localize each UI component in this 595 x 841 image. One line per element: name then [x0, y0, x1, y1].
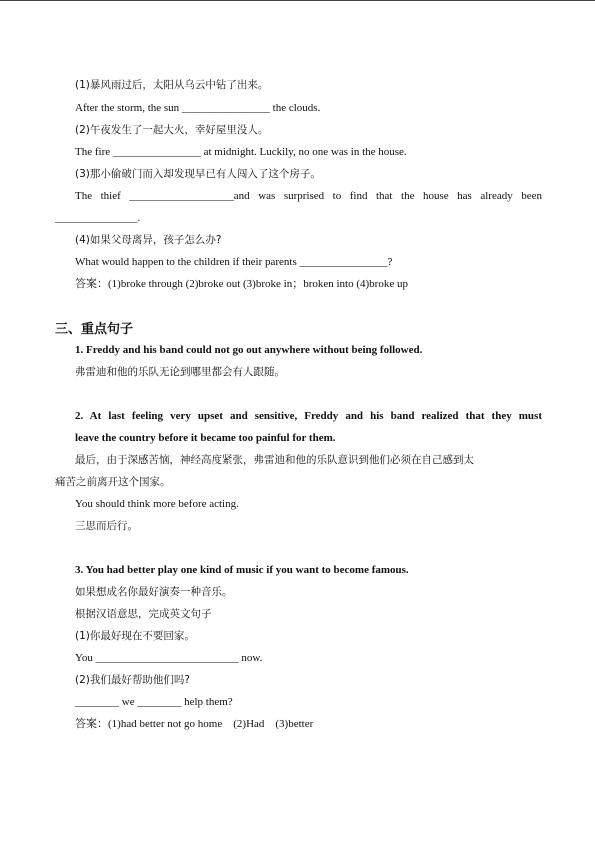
q1-english: After the storm, the sun ________________ the clouds. — [75, 102, 321, 114]
sentence-3-chinese: 如果想成名你最好演奏一种音乐。 — [75, 586, 233, 598]
sentence-2-english-line2: leave the country before it became too painful for them. — [75, 432, 336, 444]
exercise-q1-chinese: (1)你最好现在不要回家。 — [75, 630, 195, 642]
q2-english: The fire ________________ at midnight. Luckily, no one was in the house. — [75, 146, 407, 158]
answer-line: 答案：(1)broke through (2)broke out (3)broke in；broken into (4)broke up — [75, 278, 408, 290]
exercise-q2-english: ________ we ________ help them? — [75, 696, 233, 708]
q3-chinese: (3)那小偷破门而入却发现早已有人闯入了这个房子。 — [75, 168, 321, 180]
section-answer-line: 答案：(1)had better not go home (2)Had (3)better — [75, 718, 314, 730]
sentence-1-english: 1. Freddy and his band could not go out anywhere without being followed. — [75, 344, 423, 356]
exercise-q2-chinese: (2)我们最好帮助他们吗? — [75, 674, 190, 686]
q1-chinese: (1)暴风雨过后，太阳从乌云中钻了出来。 — [75, 79, 269, 91]
top-border-line — [0, 0, 595, 1]
example-english: You should think more before acting. — [75, 498, 239, 510]
sentence-3-english: 3. You had better play one kind of music if you want to become famous. — [75, 564, 409, 576]
sentence-2-chinese-line2: 痛苦之前离开这个国家。 — [55, 476, 171, 488]
q4-chinese: (4)如果父母离异，孩子怎么办? — [75, 234, 222, 246]
sentence-2-english-line1: 2. At last feeling very upset and sensitive, Freddy and his band realized that they must — [75, 410, 542, 422]
sentence-2-chinese-line1: 最后，由于深感苦恼，神经高度紧张，弗雷迪和他的乐队意识到他们必须在自己感到太 — [75, 454, 474, 466]
q3-english-line1: The thief ___________________and was surprised to find that the house has already been — [75, 190, 542, 202]
q4-english: What would happen to the children if their parents ________________? — [75, 256, 393, 268]
example-chinese: 三思而后行。 — [75, 520, 138, 532]
exercise-q1-english: You __________________________ now. — [75, 652, 263, 664]
section-heading: 三、重点句子 — [55, 322, 134, 337]
q2-chinese: (2)午夜发生了一起大火，幸好屋里没人。 — [75, 124, 269, 136]
q3-english-line2: _______________. — [55, 212, 141, 224]
sentence-1-chinese: 弗雷迪和他的乐队无论到哪里都会有人跟随。 — [75, 366, 285, 378]
instruction-text: 根据汉语意思，完成英文句子 — [75, 608, 212, 620]
